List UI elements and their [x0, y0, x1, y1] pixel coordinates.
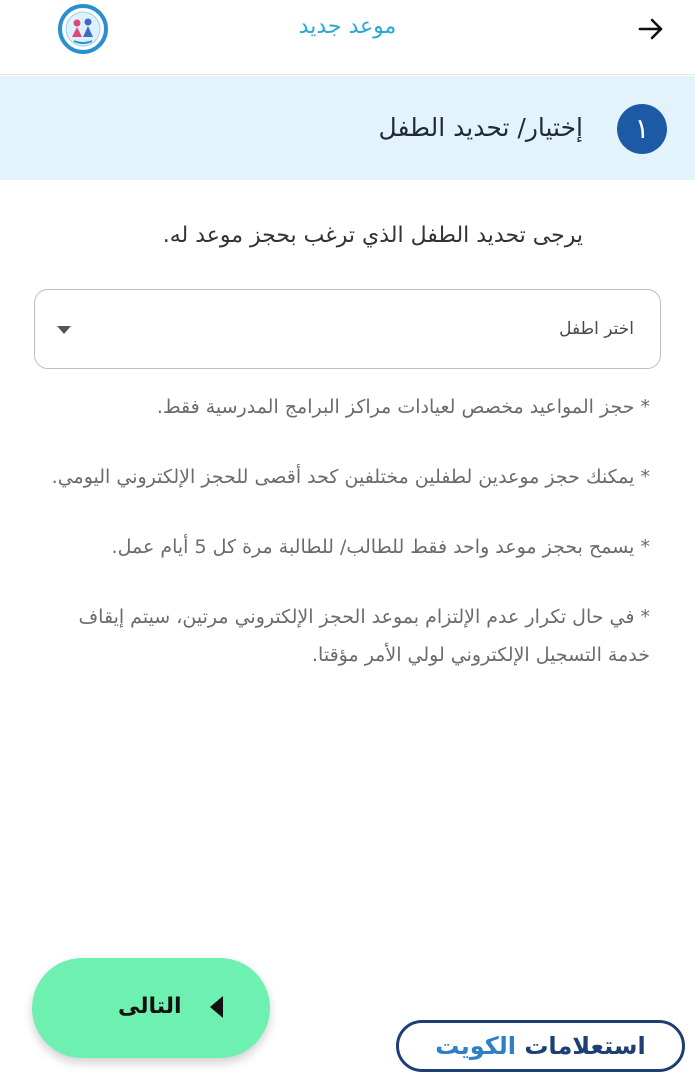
notes-list [40, 388, 650, 706]
note-item: * في حال تكرار عدم الإلتزام بموعد الحجز الإلكتروني مرتين، سيتم إيقاف خدمة التسجيل الإلكتروني لولي الأمر مؤقتا. [78, 606, 650, 666]
app-header [0, 0, 695, 75]
watermark-text-part2: الكويت [435, 1032, 516, 1060]
next-button-label: التالى [118, 994, 182, 1019]
watermark-badge [396, 1020, 685, 1072]
page-title: موعد جديد [298, 14, 397, 39]
note-item: * حجز المواعيد مخصص لعيادات مراكز البرامج المدرسية فقط. [156, 396, 650, 418]
step-number-badge: ١ [617, 104, 667, 154]
child-select-dropdown[interactable] [34, 289, 661, 369]
arrow-right-icon [638, 18, 664, 40]
step-title: إختيار/ تحديد الطفل [378, 113, 583, 142]
note-item: * يمكنك حجز موعدين لطفلين مختلفين كحد أقصى للحجز الإلكتروني اليومي. [51, 466, 650, 488]
watermark-text-part1: استعلامات [524, 1032, 646, 1060]
caret-left-icon [210, 996, 223, 1018]
next-button[interactable] [32, 958, 270, 1058]
child-select-placeholder: اختر اطفل [559, 319, 634, 339]
step-header [0, 76, 695, 180]
instruction-text: يرجى تحديد الطفل الذي ترغب بحجز موعد له. [162, 223, 583, 248]
note-item: * يسمح بحجز موعد واحد فقط للطالب/ للطالبة مرة كل 5 أيام عمل. [111, 536, 650, 558]
caret-down-icon [57, 326, 71, 334]
back-button[interactable] [633, 12, 669, 46]
